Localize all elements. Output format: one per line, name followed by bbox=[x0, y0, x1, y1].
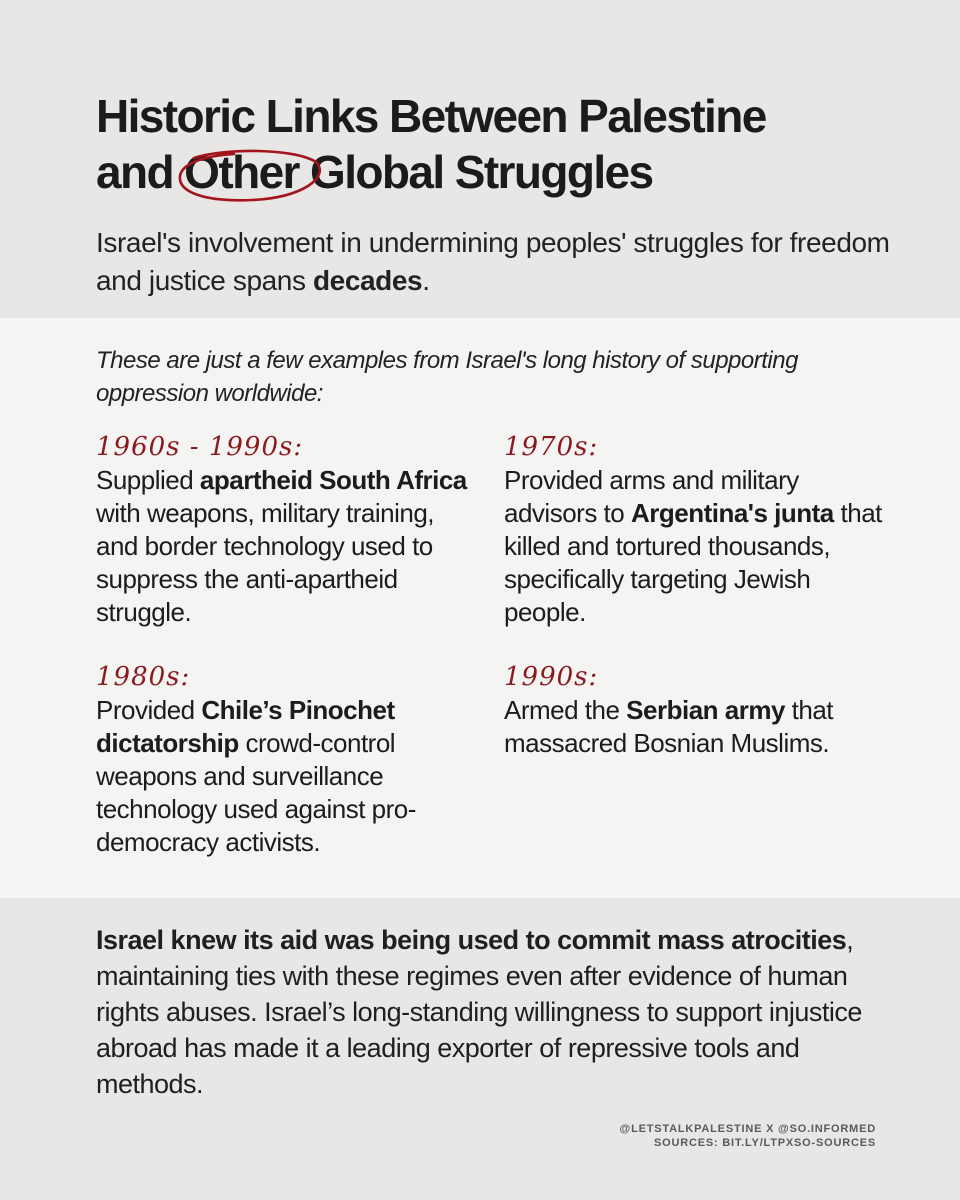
circled-word-wrapper bbox=[184, 144, 299, 200]
entry-date: 1960s - 1990s: bbox=[96, 432, 304, 462]
closing-paragraph bbox=[96, 922, 886, 1102]
entry-text bbox=[96, 694, 476, 859]
entry-text-part: Armed the bbox=[504, 695, 627, 725]
entry-date: 1990s: bbox=[504, 662, 599, 692]
credits-sources: SOURCES: BIT.LY/LTPXSO-SOURCES bbox=[653, 1137, 876, 1149]
entry-highlight: apartheid South Africa bbox=[199, 465, 467, 495]
entry-text bbox=[504, 464, 884, 629]
hand-drawn-circle-icon bbox=[174, 146, 326, 206]
entry-text-part: crowd-control weapons and surveillance technology used against pro-democracy activists. bbox=[96, 728, 416, 857]
title-prefix: and bbox=[96, 146, 173, 198]
timeline-entry bbox=[504, 430, 884, 629]
entry-highlight: Serbian army bbox=[626, 695, 785, 725]
entry-text bbox=[504, 694, 884, 760]
closing-rest: , maintaining ties with these regimes even after evidence of human rights abuses. Israel’s long-standing willingness to support injustice abroad has made it a leading exporter of repressive tools and methods. bbox=[96, 925, 862, 1099]
subtitle-end: . bbox=[422, 265, 430, 296]
entry-date: 1970s: bbox=[504, 432, 599, 462]
title-circled-word: Other bbox=[184, 146, 299, 198]
title-suffix: Global Struggles bbox=[310, 146, 653, 198]
entry-highlight: Chile’s Pinochet dictatorship bbox=[96, 695, 395, 758]
timeline-entry bbox=[96, 660, 476, 859]
page-title bbox=[96, 88, 896, 200]
subtitle-text: Israel's involvement in undermining peoples' struggles for freedom and justice spans bbox=[96, 227, 890, 296]
entry-text-part: that massacred Bosnian Muslims. bbox=[504, 695, 834, 758]
entry-text-part: with weapons, military training, and border technology used to suppress the anti-apartheid struggle. bbox=[96, 498, 435, 627]
credits-handles: @LETSTALKPALESTINE X @SO.INFORMED bbox=[619, 1123, 876, 1135]
entry-highlight: Argentina's junta bbox=[630, 498, 834, 528]
intro-text: These are just a few examples from Israel's long history of supporting oppression worldwide: bbox=[96, 347, 798, 407]
entry-text bbox=[96, 464, 476, 629]
timeline-entry bbox=[504, 660, 884, 760]
closing-bold: Israel knew its aid was being used to commit mass atrocities bbox=[96, 925, 847, 955]
entry-date: 1980s: bbox=[96, 662, 191, 692]
credits bbox=[620, 1122, 876, 1150]
timeline-entry bbox=[96, 430, 476, 629]
subtitle bbox=[96, 224, 896, 300]
entry-text-part: Provided bbox=[96, 695, 202, 725]
entry-text-part: Supplied bbox=[96, 465, 200, 495]
title-line-1: Historic Links Between Palestine bbox=[96, 90, 766, 142]
entry-text-part: Provided arms and military advisors to bbox=[504, 465, 799, 528]
subtitle-emphasis: decades bbox=[312, 265, 423, 296]
entry-text-part: that killed and tortured thousands, specifically targeting Jewish people. bbox=[504, 498, 882, 627]
